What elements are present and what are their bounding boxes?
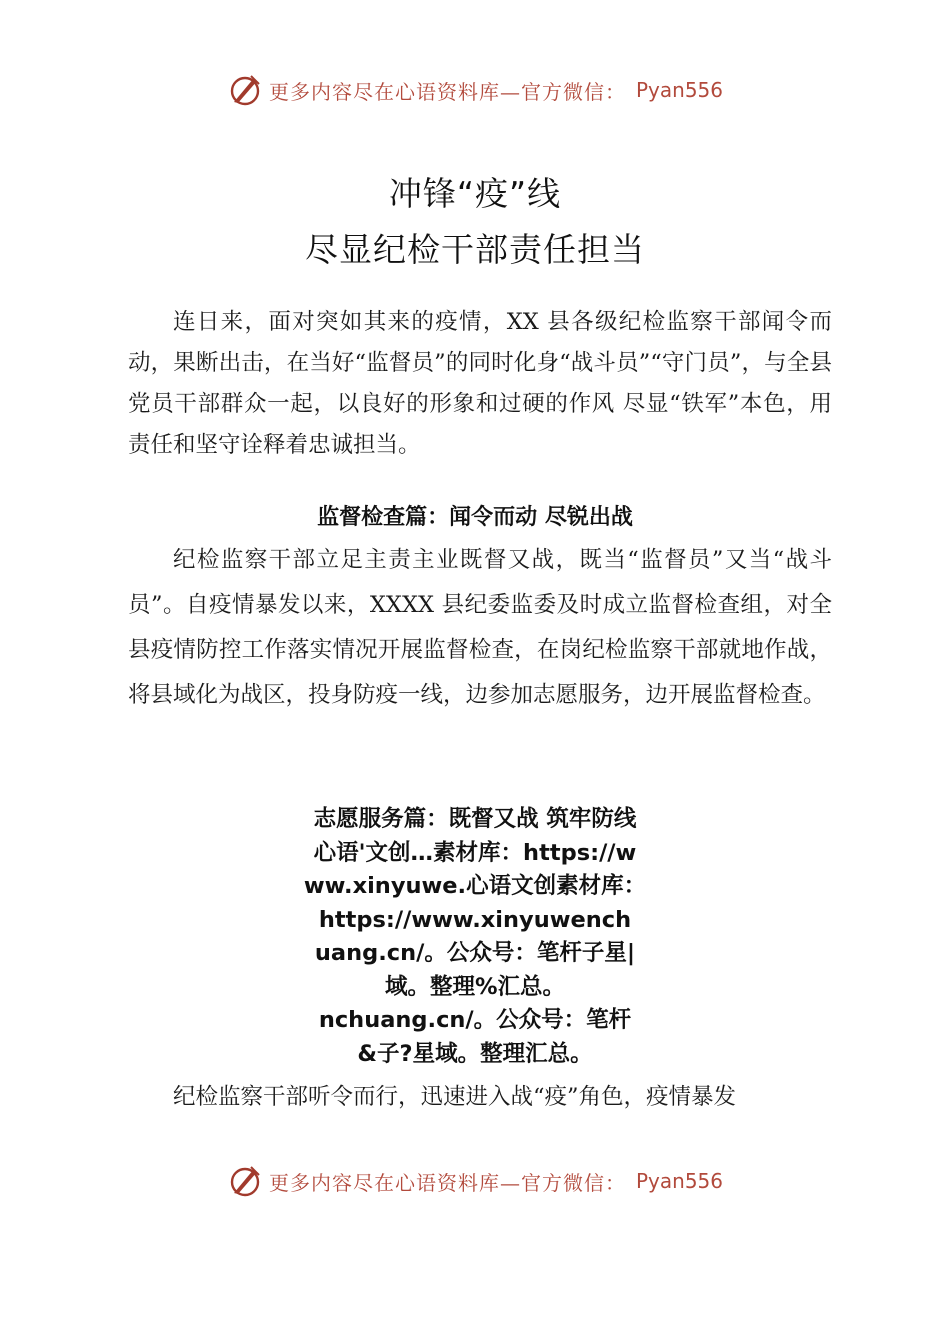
intro-paragraph: 连日来，面对突如其来的疫情，XX 县各级纪检监察干部闻令而动，果断出击，在当好“监督员”的同时化身“战斗员”“守门员”，与全县党员干部群众一起，以良好的形象和过硬的作风 尽显“铁军”本色，用责任和坚守诠释着忠诚担当。 bbox=[128, 309, 832, 458]
header-banner bbox=[0, 72, 950, 108]
banner-wechat-id: Pyan556 bbox=[635, 1169, 723, 1193]
watermark-line: 心语'文创…素材库：https://w bbox=[313, 839, 637, 866]
quill-pen-circle-icon bbox=[227, 1163, 263, 1199]
section2-heading-watermark bbox=[270, 803, 680, 1071]
watermark-line: ww.xinyuwe.心语文创素材库： bbox=[303, 873, 647, 899]
banner-wechat-id: Pyan556 bbox=[635, 78, 723, 102]
watermark-line: nchuang.cn/。公众号：笔杆 bbox=[318, 1007, 632, 1033]
watermark-line: &子?星域。整理汇总。 bbox=[357, 1040, 593, 1067]
document-title-line2: 尽显纪检干部责任担当 bbox=[305, 230, 645, 269]
section2-heading: 志愿服务篇：既督又战 筑牢防线 bbox=[313, 806, 637, 832]
watermark-line: https://www.xinyuwench bbox=[318, 906, 632, 933]
watermark-line: 域。整理%汇总。 bbox=[384, 973, 566, 1000]
watermark-line: uang.cn/。公众号：笔杆子星| bbox=[314, 940, 636, 966]
section1-heading: 监督检查篇：闻令而动 尽锐出战 bbox=[317, 505, 633, 530]
section2-paragraph: 纪检监察干部听令而行，迅速进入战“疫”角色，疫情暴发 bbox=[173, 1084, 737, 1110]
banner-text: 更多内容尽在心语资料库—官方微信： bbox=[268, 79, 626, 104]
banner-text: 更多内容尽在心语资料库—官方微信： bbox=[268, 1170, 626, 1195]
document-title-line1: 冲锋“疫”线 bbox=[388, 174, 562, 213]
section1-paragraph: 纪检监察干部立足主责主业既督又战，既当“监督员”又当“战斗员”。自疫情暴发以来，XXXX 县纪委监委及时成立监督检查组，对全县疫情防控工作落实情况开展监督检查，在岗纪检监察干部就地作战，将县域化为战区，投身防疫一线，边参加志愿服务，边开展监督检查。 bbox=[128, 547, 832, 708]
quill-pen-circle-icon bbox=[227, 72, 263, 108]
footer-banner bbox=[0, 1163, 950, 1199]
